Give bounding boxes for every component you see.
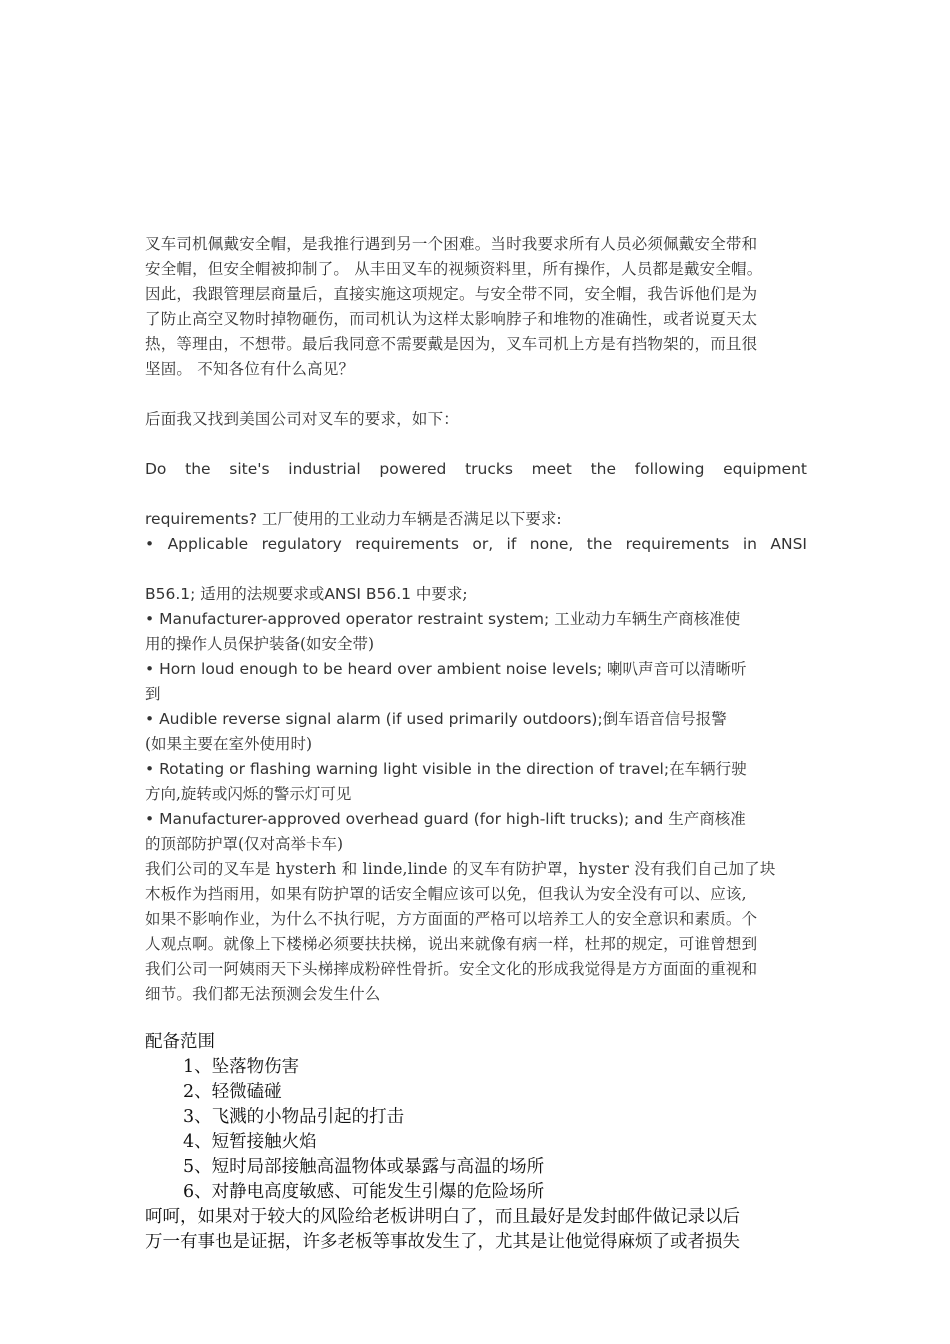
requirement-line: 的顶部防护罩(仅对高举卡车) [145, 835, 344, 853]
scope-heading: 配备范围 [145, 1032, 215, 1052]
spacer [145, 1007, 807, 1030]
requirement-line [145, 757, 807, 782]
requirement-en: • Audible reverse signal alarm (if used primarily outdoors); [145, 710, 603, 728]
document-page [145, 232, 807, 1255]
requirement-line [145, 657, 807, 682]
requirement-item [145, 707, 807, 757]
scope-item: 3、飞溅的小物品引起的打击 [183, 1107, 405, 1127]
question-cn: 工厂使用的工业动力车辆是否满足以下要求: [261, 510, 562, 528]
requirement-line: 到 [145, 685, 161, 703]
comment-line: 我们公司的叉车是 hysterh 和 linde,linde 的叉车有防护罩，hyster 没有我们自己加了块 [145, 860, 776, 878]
closing-paragraph [145, 1205, 807, 1255]
requirements-question-line [145, 507, 807, 532]
requirement-item [145, 532, 807, 607]
requirement-item [145, 607, 807, 657]
closing-line: 万一有事也是证据，许多老板等事故发生了，尤其是让他觉得麻烦了或者损失 [145, 1232, 740, 1252]
requirement-cn: 在车辆行驶 [669, 760, 747, 778]
scope-item: 5、短时局部接触高温物体或暴露与高温的场所 [183, 1157, 545, 1177]
closing-line: 呵呵，如果对于较大的风险给老板讲明白了，而且最好是发封邮件做记录以后 [145, 1207, 740, 1227]
intro-paragraph [145, 232, 807, 382]
requirement-cn: 适用的法规要求或 [200, 585, 325, 603]
requirement-line [145, 582, 807, 607]
requirement-item [145, 657, 807, 707]
requirement-cn: 生产商核准 [668, 810, 746, 828]
scope-item: 4、短暂接触火焰 [183, 1132, 317, 1152]
requirement-item [145, 757, 807, 807]
intro-line: 坚固。 不知各位有什么高见？ [145, 360, 355, 378]
scope-item: 6、对静电高度敏感、可能发生引爆的危险场所 [183, 1182, 545, 1202]
spacer [145, 382, 807, 407]
requirement-line [145, 607, 807, 632]
requirement-en: • Manufacturer-approved overhead guard (for high-lift trucks); and [145, 810, 669, 828]
comment-line: 如果不影响作业，为什么不执行呢，方方面面的严格可以培养工人的安全意识和素质。个 [145, 910, 758, 928]
spacer [145, 432, 807, 457]
requirement-item [145, 807, 807, 857]
requirement-en: • Horn loud enough to be heard over ambient noise levels; [145, 660, 608, 678]
requirement-cn: 中要求; [415, 585, 468, 603]
requirement-line [145, 707, 807, 732]
requirement-line [145, 807, 807, 832]
requirement-en: B56.1; [145, 585, 201, 603]
intro-line: 热，等理由，不想带。最后我同意不需要戴是因为，叉车司机上方是有挡物架的，而且很 [145, 335, 758, 353]
requirement-en: • Manufacturer-approved operator restraint system; [145, 610, 555, 628]
requirement-en: ANSI B56.1 [324, 585, 416, 603]
comment-line: 细节。我们都无法预测会发生什么 [145, 985, 381, 1003]
intro-line: 安全帽，但安全帽被抑制了。 从丰田叉车的视频资料里，所有操作，人员都是戴安全帽。 [145, 260, 763, 278]
scope-item: 2、轻微磕碰 [183, 1082, 282, 1102]
comment-paragraph [145, 857, 807, 1007]
intro-line: 因此，我跟管理层商量后，直接实施这项规定。与安全带不同，安全帽，我告诉他们是为 [145, 285, 758, 303]
comment-line: 人观点啊。就像上下楼梯必须要扶扶梯，说出来就像有病一样，杜邦的规定，可谁曾想到 [145, 935, 758, 953]
requirement-line: 方向,旋转或闪烁的警示灯可见 [145, 785, 352, 803]
intro-line: 了防止高空叉物时掉物砸伤，而司机认为这样太影响脖子和堆物的准确性，或者说夏天太 [145, 310, 758, 328]
requirements-question-line: Do the site's industrial powered trucks meet the following equipment [145, 460, 807, 478]
requirement-cn: 倒车语音信号报警 [602, 710, 727, 728]
question-en: requirements? [145, 510, 262, 528]
requirement-line: 用的操作人员保护装备(如安全带) [145, 635, 375, 653]
intro-line: 叉车司机佩戴安全帽，是我推行遇到另一个困难。当时我要求所有人员必须佩戴安全带和 [145, 235, 758, 253]
requirement-line: (如果主要在室外使用时) [145, 735, 313, 753]
requirement-line: • Applicable regulatory requirements or, if none, the requirements in ANSI [145, 535, 807, 553]
scope-item: 1、坠落物伤害 [183, 1057, 300, 1077]
requirement-cn: 工业动力车辆生产商核准使 [554, 610, 741, 628]
requirements-block [145, 457, 807, 857]
comment-line: 我们公司一阿姨雨天下头梯摔成粉碎性骨折。安全文化的形成我觉得是方方面面的重视和 [145, 960, 758, 978]
comment-line: 木板作为挡雨用，如果有防护罩的话安全帽应该可以免，但我认为安全没有可以、应该, [145, 885, 747, 903]
requirement-en: • Rotating or flashing warning light visible in the direction of travel; [145, 760, 670, 778]
requirement-cn: 喇叭声音可以清晰听 [607, 660, 747, 678]
scope-section [145, 1030, 807, 1205]
lead-sentence: 后面我又找到美国公司对叉车的要求，如下： [145, 410, 460, 428]
